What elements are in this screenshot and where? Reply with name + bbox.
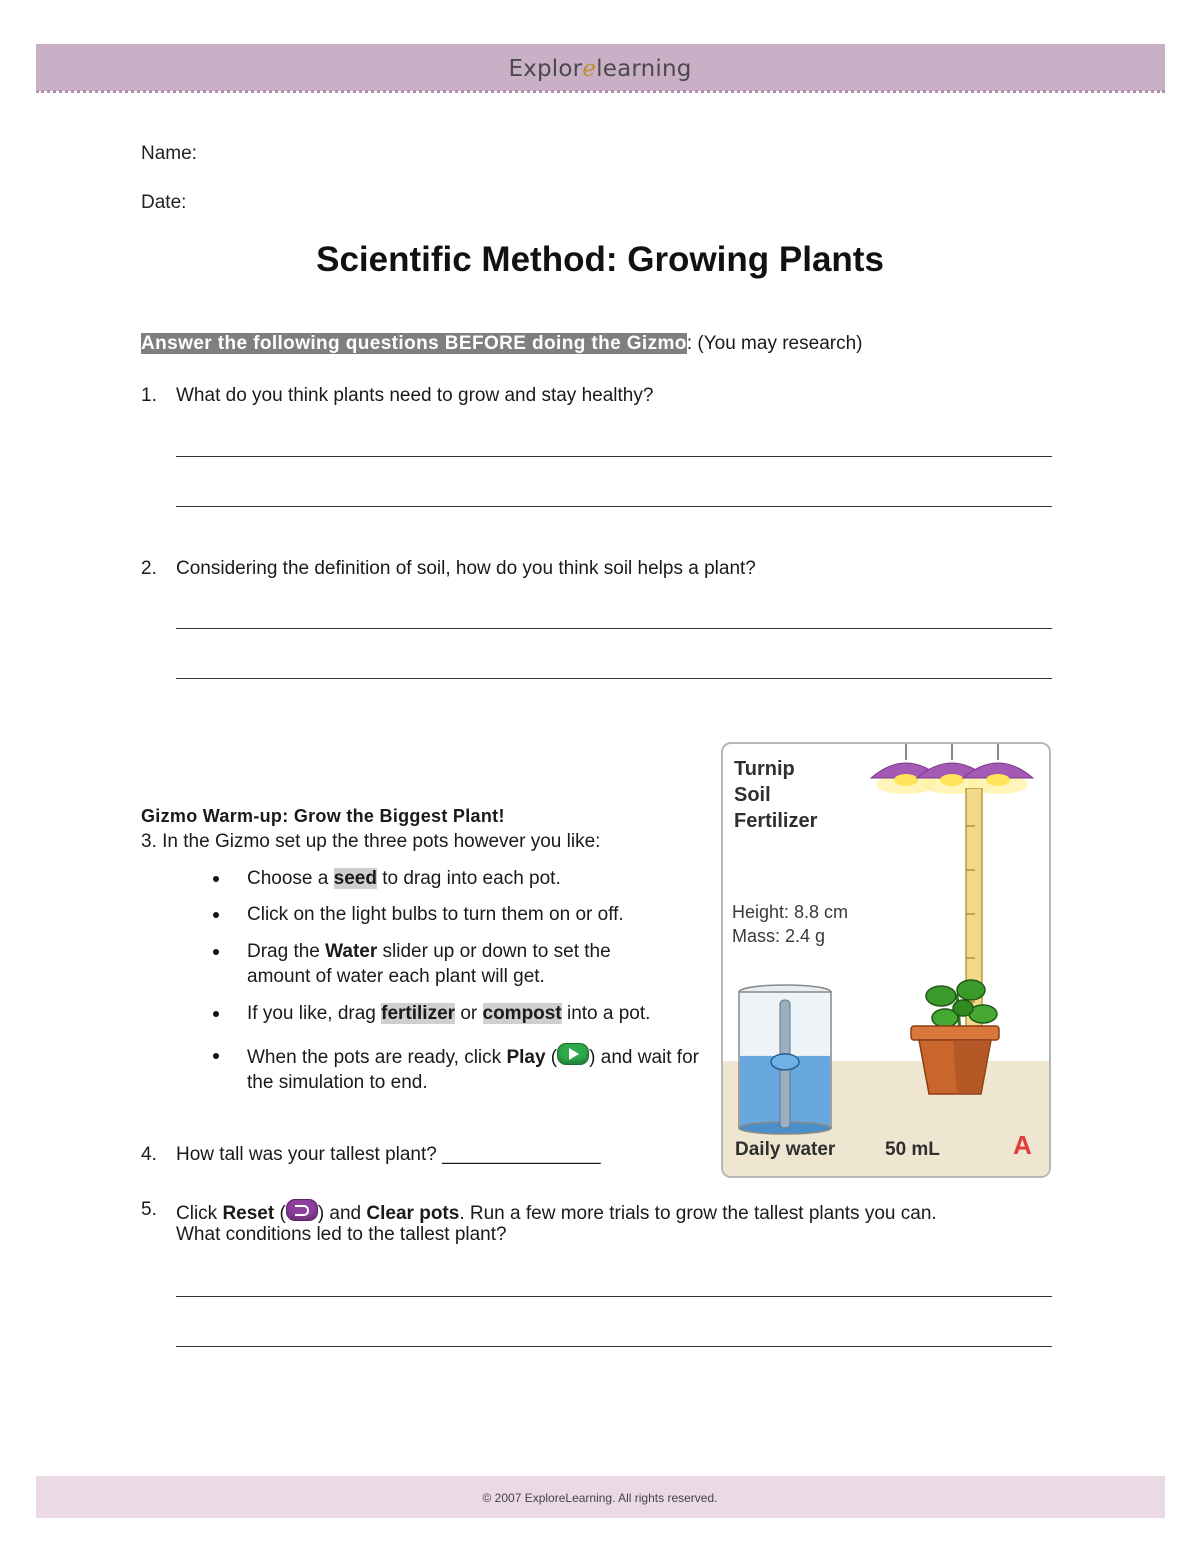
compost-keyword: compost (482, 1003, 562, 1024)
reset-button-icon (286, 1199, 318, 1221)
gizmo-height-readout: Height: 8.8 cm (732, 902, 849, 922)
question-4 (141, 1144, 711, 1168)
bullet-item: If you like, drag fertilizer or compost into a pot. (247, 1001, 717, 1026)
reset-keyword: Reset (222, 1203, 275, 1224)
instructions-highlight: Answer the following questions BEFORE doing the Gizmo (141, 333, 687, 354)
turnip-plant-in-pot[interactable] (905, 974, 1005, 1098)
answer-line[interactable] (176, 456, 1052, 457)
question-number: 4. (141, 1144, 157, 1165)
seed-keyword: seed (333, 868, 377, 889)
gizmo-seed-label: Turnip (734, 758, 795, 780)
clear-pots-keyword: Clear pots (366, 1203, 460, 1224)
copyright-text: © 2007 ExploreLearning. All rights reserved. (482, 1491, 718, 1505)
bullet-dot (213, 876, 219, 882)
pot-letter-label: A (1013, 1130, 1032, 1160)
header-dotted-rule (36, 90, 1165, 93)
gizmo-additive-label: Fertilizer (734, 810, 818, 832)
bullet-item: When the pots are ready, click Play ( ) and wait for the simulation to end. (247, 1043, 707, 1095)
answer-line[interactable] (176, 678, 1052, 679)
question-1 (141, 385, 1041, 409)
bullet-dot (213, 1053, 219, 1059)
question-text: How tall was your tallest plant? (176, 1144, 443, 1165)
answer-line[interactable] (176, 1296, 1052, 1297)
instructions-note: : (You may research) (686, 333, 863, 354)
name-label: Name: (141, 143, 197, 164)
grow-lights[interactable] (863, 744, 1049, 800)
bullet-dot (213, 912, 219, 918)
question-text: What do you think plants need to grow and stay healthy? (176, 385, 654, 406)
play-keyword: Play (506, 1047, 546, 1068)
water-slider-handle[interactable] (771, 1054, 799, 1070)
answer-line[interactable] (176, 628, 1052, 629)
gizmo-pot-panel[interactable] (721, 742, 1051, 1178)
gizmo-mass-readout: Mass: 2.4 g (732, 926, 826, 946)
explorelearning-logo: Explorelearning (508, 56, 692, 82)
fertilizer-keyword: fertilizer (381, 1003, 456, 1024)
question-text-line-2: What conditions led to the tallest plant? (176, 1224, 507, 1245)
gizmo-soil-label: Soil (734, 784, 771, 806)
daily-water-label: Daily water (735, 1139, 836, 1160)
water-slider[interactable] (733, 982, 837, 1136)
question-5: 5. Click Reset ( ) and Clear pots. Run a few more trials to grow the tallest plants you can. What conditions led to the tallest plant? (141, 1199, 937, 1245)
warmup-intro: 3. In the Gizmo set up the three pots however you like: (141, 831, 601, 852)
page-title: Scientific Method: Growing Plants (316, 240, 884, 279)
water-keyword: Water (325, 941, 378, 962)
bullet-dot (213, 949, 219, 955)
question-number: 2. (141, 558, 157, 579)
flower-pot-icon (911, 1026, 999, 1094)
bullet-item: Drag the Water slider up or down to set the amount of water each plant will get. (247, 939, 677, 989)
answer-blank[interactable]: _______________ (442, 1144, 601, 1165)
warmup-title: Gizmo Warm-up: Grow the Biggest Plant! (141, 806, 505, 826)
bullet-item: Choose a seed to drag into each pot. (247, 866, 717, 891)
instructions (141, 333, 862, 355)
answer-line[interactable] (176, 1346, 1052, 1347)
question-number: 5. (141, 1199, 157, 1220)
question-number: 1. (141, 385, 157, 406)
question-2 (141, 558, 1041, 582)
answer-line[interactable] (176, 506, 1052, 507)
bullet-item: Click on the light bulbs to turn them on or off. (247, 902, 717, 927)
bullet-dot (213, 1011, 219, 1017)
plant-leaves-icon (926, 980, 997, 1032)
play-button-icon (557, 1043, 589, 1065)
question-text: Considering the definition of soil, how do you think soil helps a plant? (176, 558, 756, 579)
date-label: Date: (141, 192, 187, 213)
daily-water-value: 50 mL (885, 1139, 940, 1160)
